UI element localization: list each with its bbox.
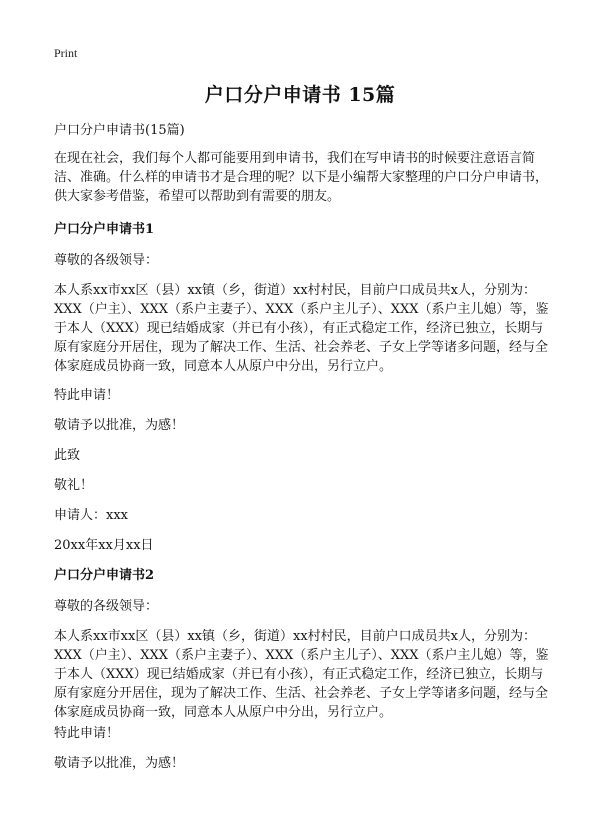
greeting-line: 尊敬的各级领导： xyxy=(54,253,159,268)
page-title: 户口分户申请书 15篇 xyxy=(204,84,396,106)
document-content xyxy=(54,121,554,784)
applicant-line: 申请人：xxx xyxy=(54,508,128,523)
salutation-line: 敬礼！ xyxy=(54,478,94,493)
print-link[interactable]: Print xyxy=(54,46,78,60)
date-line: 20xx年xx月xx日 xyxy=(54,538,154,553)
section-heading: 户口分户申请书2 xyxy=(54,568,155,583)
document-subtitle: 户口分户申请书(15篇) xyxy=(54,123,185,138)
closing-line: 此致 xyxy=(54,448,81,463)
request-line: 特此申请！ xyxy=(54,726,120,741)
greeting-line: 尊敬的各级领导： xyxy=(54,599,159,614)
body-paragraph: 本人系xx市xx区（县）xx镇（乡，街道）xx村村民，目前户口成员共x人，分别为：XXX（户主）、XXX（系户主妻子）、XXX（系户主儿子）、XXX（系户主儿媳）等，鉴于本人（XXX）现已结婚成家（并已有小孩），有正式稳定工作，经济已独立，长期与原有家庭分开居住，现为了解决工作、生活、社会养老、子女上学等诸多问题，经与全体家庭成员协商一致，同意本人从原户中分出，另行立户。 xyxy=(54,283,549,374)
approval-line: 敬请予以批准，为感！ xyxy=(54,756,185,771)
request-line: 特此申请！ xyxy=(54,388,120,403)
body-paragraph: 本人系xx市xx区（县）xx镇（乡，街道）xx村村民，目前户口成员共x人，分别为：XXX（户主）、XXX（系户主妻子）、XXX（系户主儿子）、XXX（系户主儿媳）等，鉴于本人（XXX）现已结婚成家（并已有小孩），有正式稳定工作，经济已独立，长期与原有家庭分开居住，现为了解决工作、生活、社会养老、子女上学等诸多问题，经与全体家庭成员协商一致，同意本人从原户中分出，另行立户。 xyxy=(54,629,549,720)
intro-paragraph: 在现在社会，我们每个人都可能要用到申请书，我们在写申请书的时候要注意语言简洁、准确。什么样的申请书才是合理的呢？以下是小编帮大家整理的户口分户申请书，供大家参考借鉴，希望可以帮助到有需要的朋友。 xyxy=(54,151,549,204)
section-heading: 户口分户申请书1 xyxy=(54,222,155,237)
approval-line: 敬请予以批准，为感！ xyxy=(54,418,185,433)
